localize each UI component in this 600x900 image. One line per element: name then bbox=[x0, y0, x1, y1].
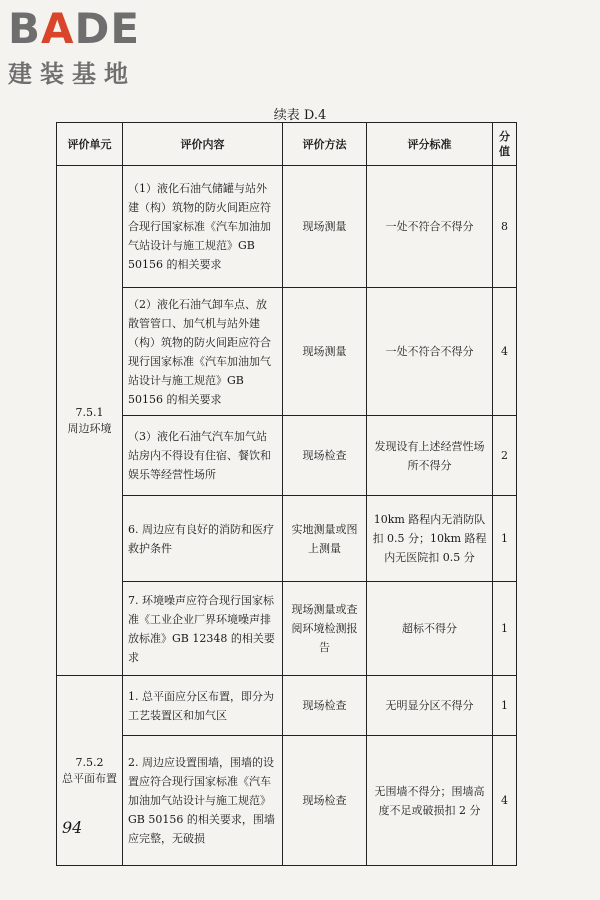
criteria-cell: 10km 路程内无消防队扣 0.5 分；10km 路程内无医院扣 0.5 分 bbox=[367, 496, 493, 582]
content-cell: 7. 环境噪声应符合现行国家标准《工业企业厂界环境噪声排放标准》GB 12348 的相关要求 bbox=[123, 582, 283, 676]
score-cell: 4 bbox=[493, 288, 517, 416]
criteria-cell: 发现设有上述经营性场所不得分 bbox=[367, 416, 493, 496]
header-content: 评价内容 bbox=[123, 123, 283, 166]
score-cell: 1 bbox=[493, 676, 517, 736]
unit-name: 周边环境 bbox=[67, 421, 112, 435]
table-row bbox=[57, 496, 517, 582]
score-cell: 1 bbox=[493, 496, 517, 582]
header-criteria: 评分标准 bbox=[367, 123, 493, 166]
logo-subtitle: 建装基地 bbox=[8, 60, 136, 88]
table-header-row bbox=[57, 123, 517, 166]
score-cell: 2 bbox=[493, 416, 517, 496]
content-cell: 1. 总平面应分区布置，即分为工艺装置区和加气区 bbox=[123, 676, 283, 736]
score-cell: 8 bbox=[493, 166, 517, 288]
criteria-cell: 无明显分区不得分 bbox=[367, 676, 493, 736]
page-number: 94 bbox=[62, 818, 83, 837]
content-cell: （3）液化石油气汽车加气站站房内不得设有住宿、餐饮和娱乐等经营性场所 bbox=[123, 416, 283, 496]
content-cell: 6. 周边应有良好的消防和医疗救护条件 bbox=[123, 496, 283, 582]
logo-wordmark: B A DE bbox=[8, 4, 141, 53]
content-cell: （2）液化石油气卸车点、放散管管口、加气机与站外建（构）筑物的防火间距应符合现行国家标准《汽车加油加气站设计与施工规范》GB 50156 的相关要求 bbox=[123, 288, 283, 416]
method-cell: 现场检查 bbox=[283, 416, 367, 496]
score-cell: 1 bbox=[493, 582, 517, 676]
brand-logo bbox=[8, 6, 140, 89]
method-cell: 现场测量 bbox=[283, 288, 367, 416]
criteria-cell: 无围墙不得分；围墙高度不足或破损扣 2 分 bbox=[367, 736, 493, 866]
evaluation-table bbox=[56, 122, 517, 866]
table-row bbox=[57, 288, 517, 416]
table-row bbox=[57, 676, 517, 736]
content-cell: （1）液化石油气储罐与站外建（构）筑物的防火间距应符合现行国家标准《汽车加油加气站设计与施工规范》GB 50156 的相关要求 bbox=[123, 166, 283, 288]
unit-name: 总平面布置 bbox=[62, 771, 117, 785]
table-caption: 续表 D.4 bbox=[273, 108, 327, 123]
criteria-cell: 超标不得分 bbox=[367, 582, 493, 676]
method-cell: 现场检查 bbox=[283, 676, 367, 736]
criteria-cell: 一处不符合不得分 bbox=[367, 288, 493, 416]
unit-cell-7-5-1 bbox=[57, 166, 123, 676]
logo-accent-letter: A bbox=[41, 4, 75, 53]
content-cell: 2. 周边应设置围墙，围墙的设置应符合现行国家标准《汽车加油加气站设计与施工规范》GB 50156 的相关要求，围墙应完整，无破损 bbox=[123, 736, 283, 866]
header-unit: 评价单元 bbox=[57, 123, 123, 166]
unit-code: 7.5.1 bbox=[75, 405, 104, 419]
table-row bbox=[57, 582, 517, 676]
score-cell: 4 bbox=[493, 736, 517, 866]
criteria-cell: 一处不符合不得分 bbox=[367, 166, 493, 288]
table-row bbox=[57, 166, 517, 288]
header-score: 分值 bbox=[493, 123, 517, 166]
method-cell: 现场检查 bbox=[283, 736, 367, 866]
unit-code: 7.5.2 bbox=[75, 755, 104, 769]
header-method: 评价方法 bbox=[283, 123, 367, 166]
method-cell: 现场测量 bbox=[283, 166, 367, 288]
unit-cell-7-5-2 bbox=[57, 676, 123, 866]
table-row bbox=[57, 736, 517, 866]
method-cell: 现场测量或查阅环境检测报告 bbox=[283, 582, 367, 676]
table-row bbox=[57, 416, 517, 496]
method-cell: 实地测量或图上测量 bbox=[283, 496, 367, 582]
